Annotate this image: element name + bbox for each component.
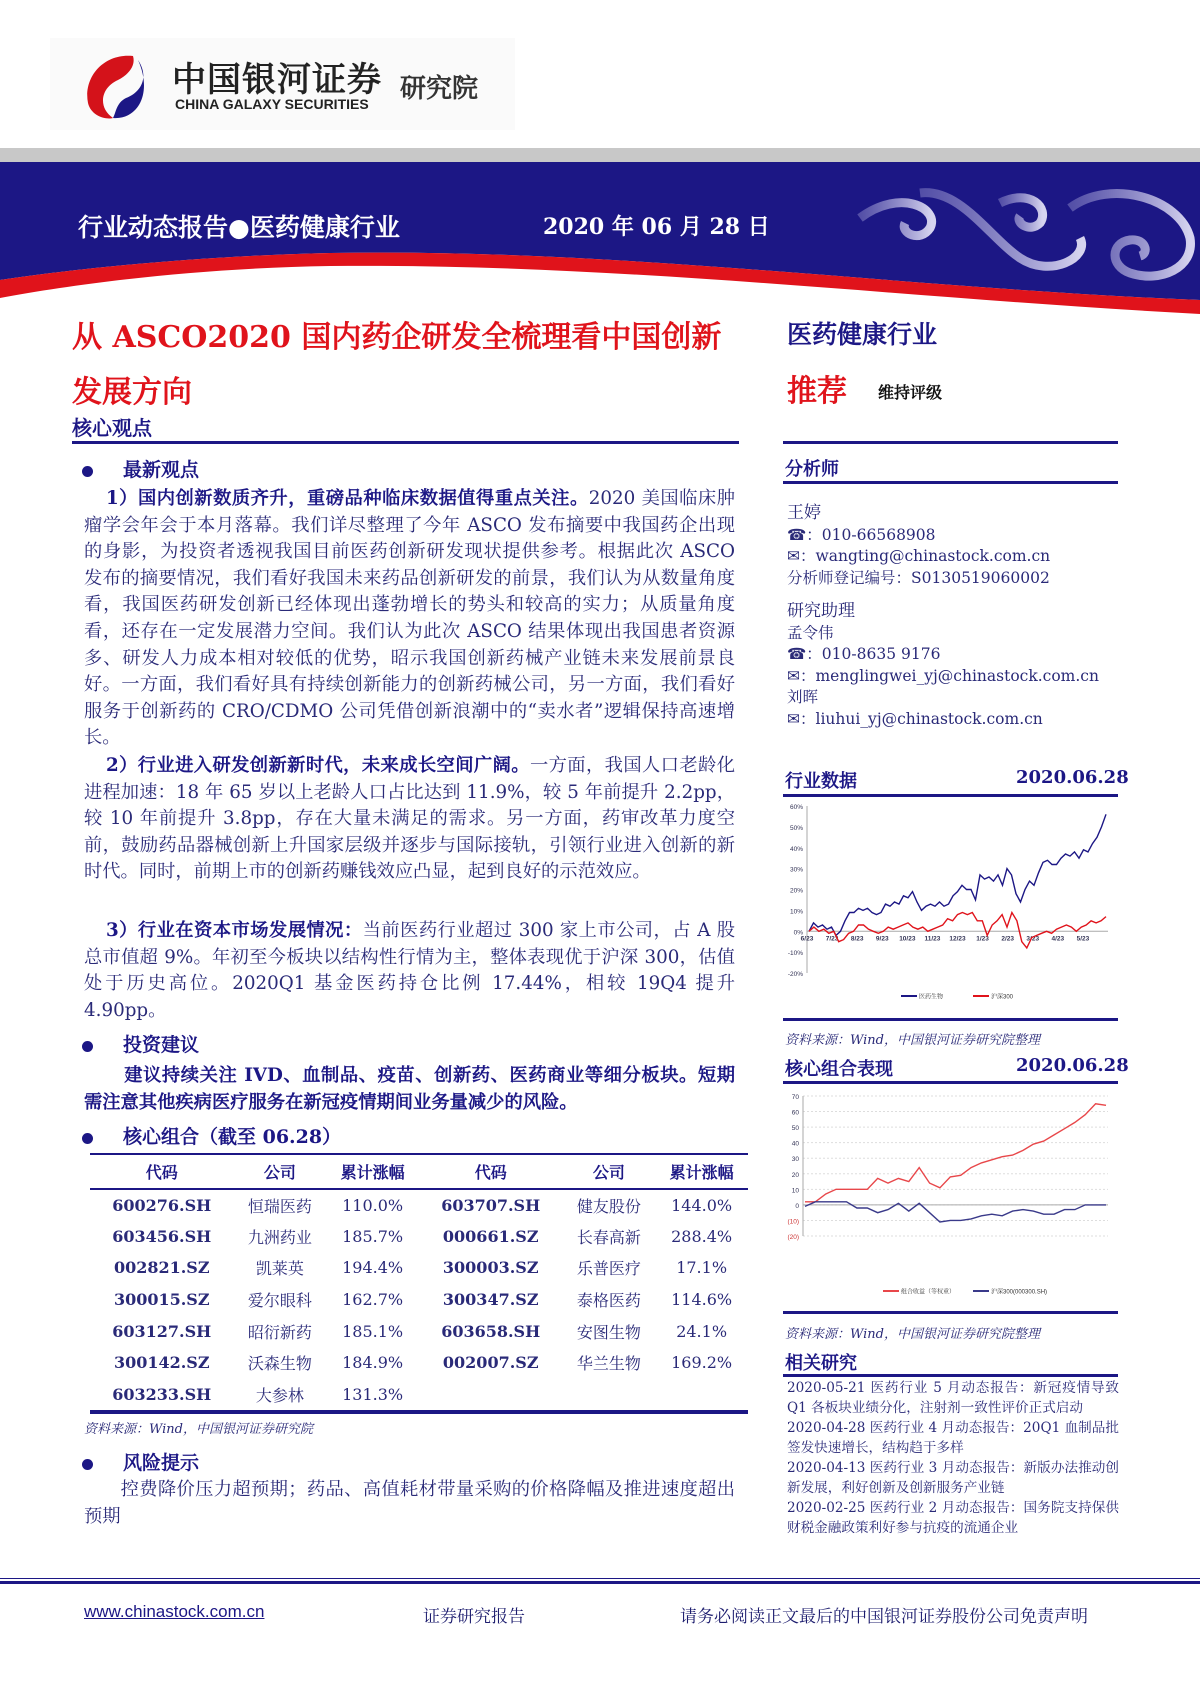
y-tick-label: 40% (789, 845, 803, 853)
footer-disclaimer: 请务必阅读正文最后的中国银河证券股份公司免责声明 (680, 1607, 1088, 1627)
related-heading: 相关研究 (785, 1353, 857, 1374)
analyst-info (787, 503, 1099, 730)
related-report-link[interactable]: 2020-05-21 医药行业 5 月动态报告：新冠疫情导致 Q1 各板块业绩分化，注射剂一致性评价正式启动 (787, 1380, 1119, 1416)
related-report-link[interactable]: 2020-04-28 医药行业 4 月动态报告：20Q1 血制品批签发快速增长，结构趋于多样 (787, 1420, 1119, 1456)
column-header: 累计涨幅 (669, 1163, 734, 1182)
divider (783, 1374, 1118, 1377)
y-tick-label: -10% (787, 950, 803, 958)
legend-label: 沪深300 (991, 994, 1014, 1001)
company: 沃森生物 (247, 1354, 312, 1374)
core-heading: 核心观点 (72, 416, 152, 440)
stock-code: 603658.SH (441, 1321, 541, 1341)
industry-chart (783, 798, 1118, 1016)
report-date: 2020 年 06 月 28 日 (543, 214, 770, 240)
bullet-icon (82, 1459, 93, 1470)
paragraph-lead: 3）行业在资本市场发展情况： (105, 920, 363, 941)
portfolio-heading (82, 1122, 341, 1149)
cumulative-gain: 24.1% (676, 1321, 728, 1341)
y-tick-label: -20% (787, 971, 803, 978)
stock-code: 300015.SZ (113, 1290, 210, 1310)
cumulative-gain: 114.6% (671, 1290, 733, 1310)
paragraph-3 (84, 918, 735, 1024)
company: 九洲药业 (247, 1227, 312, 1247)
stock-code: 000661.SZ (442, 1226, 539, 1246)
report-title-line1: 从 ASCO2020 国内药企研发全梳理看中国创新 (72, 320, 722, 355)
galaxy-logo-icon (78, 48, 158, 123)
column-header: 累计涨幅 (340, 1163, 405, 1182)
y-tick-label: 30 (791, 1156, 799, 1164)
paragraph-lead: 1）国内创新数质齐升，重磅品种临床数据值得重点关注。 (105, 488, 589, 509)
invest-text: 建议持续关注 IVD、血制品、疫苗、创新药、医药商业等细分板块。短期需注意其他疾病医疗服务在新冠疫情期间业务量减少的风险。 (84, 1065, 735, 1113)
cumulative-gain: 194.4% (342, 1258, 404, 1278)
table-row (90, 1284, 748, 1316)
y-tick-label: 40 (791, 1140, 799, 1148)
cumulative-gain: 17.1% (676, 1258, 728, 1278)
portfolio-table-wrap (90, 1153, 748, 1414)
report-title-line2: 发展方向 (72, 375, 192, 410)
bullet-icon (82, 1041, 93, 1052)
analyst-email[interactable]: ✉：wangting@chinastock.com.cn (787, 547, 1051, 565)
y-tick-label: 10% (789, 908, 803, 916)
x-tick-label: 11/23 (924, 935, 941, 943)
column-header: 公司 (263, 1163, 296, 1182)
analyst-reg: 分析师登记编号：S0130519060002 (787, 568, 1050, 587)
bullet-icon (82, 466, 93, 477)
divider (783, 794, 1118, 797)
stock-code: 603707.SH (441, 1195, 541, 1215)
y-tick-label: 10 (791, 1187, 799, 1195)
paragraph-1 (84, 486, 735, 752)
paragraph-2 (84, 753, 735, 886)
report-type: 行业动态报告●医药健康行业 (78, 213, 400, 242)
column-header: 代码 (474, 1163, 507, 1182)
table-row (90, 1347, 748, 1379)
cumulative-gain: 169.2% (671, 1353, 733, 1373)
stock-code: 002007.SZ (442, 1353, 539, 1373)
table-row (90, 1315, 748, 1347)
cumulative-gain: 185.1% (342, 1321, 404, 1341)
stock-code: 603233.SH (112, 1384, 212, 1404)
divider (783, 481, 1118, 484)
stock-code: 603456.SH (112, 1226, 212, 1246)
stock-code: 002821.SZ (113, 1258, 210, 1278)
rating-note: 维持评级 (878, 383, 943, 402)
y-tick-label: 20 (791, 1171, 799, 1179)
y-tick-label: 70 (791, 1094, 799, 1101)
column-header: 代码 (145, 1163, 178, 1182)
series-line-1 (809, 913, 1106, 948)
cumulative-gain: 184.9% (342, 1353, 404, 1373)
company: 泰格医药 (576, 1291, 641, 1311)
portfolio-perf-heading: 核心组合表现 (785, 1059, 893, 1080)
y-tick-label: 50 (791, 1125, 799, 1133)
cumulative-gain: 131.3% (342, 1384, 404, 1404)
y-tick-label: 50% (789, 824, 803, 832)
divider (783, 1311, 1118, 1314)
analyst-phone: ☎：010-66568908 (787, 525, 936, 544)
legend-label: 医药生物 (919, 994, 944, 1001)
paragraph-text: 2020 美国临床肿瘤学会年会于本月落幕。我们详尽整理了今年 ASCO 发布摘要中我国药企出现的身影，为投资者透视我国目前医药创新研发现状提供参考。根据此次 ASCO 发布的摘要情况，我们看好我国未来药品创新研发的前景，我们认为从数量角度看，我国医药研发创新已经体现出蓬勃增长的势头和较高的实力；从质量角度看，还存在一定发展潜力空间。我们认为此次 ASCO 结果体现出我国患者资源多、研发人力成本相对较低的优势，昭示我国创新药械产业链未来发展前景良好。一方面，我们看好具有持续创新能力的创新药械公司，另一方面，我们看好服务于创新药的 CRO/CDMO 公司凭借创新浪潮中的“卖水者”逻辑保持高速增长。 (84, 488, 735, 749)
latest-label: 最新观点 (123, 459, 200, 481)
column-header: 公司 (592, 1163, 625, 1182)
invest-label: 投资建议 (123, 1034, 200, 1056)
industry-data-date: 2020.06.28 (1016, 767, 1129, 788)
company: 昭衍新药 (247, 1322, 312, 1342)
industry-data-heading: 行业数据 (785, 771, 857, 792)
y-tick-label: 30% (789, 866, 803, 874)
related-report-link[interactable]: 2020-04-13 医药行业 3 月动态报告：新版办法推动创新发展，利好创新及创新服务产业链 (787, 1460, 1119, 1496)
company: 安图生物 (576, 1322, 641, 1342)
divider (783, 1081, 1118, 1084)
logo-cn: 中国银河证券 (172, 60, 382, 100)
logo-en: CHINA GALAXY SECURITIES (175, 96, 369, 112)
risk-text: 控费降价压力超预期；药品、高值耗材带量采购的价格降幅及推进速度超出预期 (84, 1479, 735, 1527)
stock-code: 600276.SH (112, 1195, 212, 1215)
invest-heading (82, 1030, 199, 1057)
portfolio-perf-date: 2020.06.28 (1016, 1055, 1129, 1076)
footer-center: 证券研究报告 (423, 1607, 525, 1627)
x-tick-label: 6/23 (800, 935, 814, 943)
assistant-email[interactable]: ✉：menglingwei_yj@chinastock.com.cn (787, 666, 1099, 685)
analyst-name: 王婷 (787, 503, 821, 523)
portfolio-chart (783, 1088, 1118, 1308)
y-tick-label: 0% (793, 929, 803, 937)
portfolio-label: 核心组合（截至 06.28） (123, 1126, 342, 1148)
stock-code: 300003.SZ (442, 1258, 539, 1278)
divider (72, 441, 739, 444)
table-row (90, 1252, 748, 1284)
table-header (90, 1155, 748, 1189)
x-tick-label: 2/23 (1001, 935, 1014, 943)
cumulative-gain: 110.0% (342, 1195, 404, 1215)
table-row (90, 1379, 748, 1411)
bullet-icon (82, 1133, 93, 1144)
analyst-heading: 分析师 (785, 459, 839, 480)
series-line-0 (805, 1104, 1106, 1202)
website-link[interactable]: www.chinastock.com.cn (84, 1602, 265, 1621)
risk-label: 风险提示 (123, 1452, 200, 1474)
series-line-0 (809, 814, 1106, 935)
company: 恒瑞医药 (247, 1196, 312, 1216)
footer-rule (0, 1578, 1200, 1584)
rating: 推荐 (787, 374, 847, 409)
assistant-name: 孟令伟 (787, 623, 834, 642)
cumulative-gain: 185.7% (342, 1226, 404, 1246)
table-row (90, 1189, 748, 1221)
legend-label: 组合收益（等权重） (901, 1289, 956, 1296)
y-tick-label: (20) (787, 1234, 799, 1241)
x-tick-label: 8/23 (850, 935, 864, 943)
portfolio-table (90, 1155, 748, 1410)
logo-institute: 研究院 (400, 74, 479, 104)
related-list (787, 1378, 1119, 1538)
table-source: 资料来源：Wind，中国银河证券研究院 (84, 1422, 313, 1437)
company: 华兰生物 (576, 1354, 641, 1374)
x-tick-label: 10/23 (899, 935, 916, 943)
cumulative-gain: 162.7% (342, 1290, 404, 1310)
y-tick-label: 20% (789, 887, 803, 895)
company: 大参林 (255, 1385, 304, 1405)
x-tick-label: 9/23 (875, 935, 889, 943)
latest-heading (82, 455, 199, 482)
divider (783, 441, 1118, 444)
paragraph-text: 当前医药行业超过 300 家上市公司，占 A 股总市值超 9%。年初至今板块以结构性行情为主，整体表现优于沪深 300，估值处于历史高位。2020Q1 基金医药持仓比例 17.44%，相较 19Q4 提升 4.90pp。 (84, 920, 735, 1021)
risk-heading (82, 1448, 199, 1475)
company (562, 1379, 655, 1411)
legend-label: 沪深300(000300.SH) (991, 1289, 1048, 1296)
assistant-phone: ☎：010-8635 9176 (787, 645, 941, 663)
y-tick-label: 60 (791, 1109, 799, 1117)
paragraph-lead: 2）行业进入研发创新新时代，未来成长空间广阔。 (105, 755, 530, 776)
industry-data-source: 资料来源：Wind，中国银河证券研究院整理 (785, 1033, 1040, 1048)
table-row (90, 1221, 748, 1253)
divider (783, 1018, 1118, 1021)
portfolio-perf-source: 资料来源：Wind，中国银河证券研究院整理 (785, 1327, 1040, 1342)
assistant-name: 刘晖 (787, 688, 819, 706)
stock-code: 603127.SH (112, 1321, 212, 1341)
cumulative-gain (655, 1379, 748, 1411)
y-tick-label: 60% (789, 804, 803, 811)
stock-code (419, 1379, 563, 1411)
x-tick-label: 7/23 (825, 935, 839, 943)
x-tick-label: 5/23 (1076, 935, 1090, 943)
y-tick-label: 0 (795, 1202, 799, 1210)
cumulative-gain: 144.0% (671, 1195, 733, 1215)
paragraph-text: 一方面，我国人口老龄化进程加速：18 年 65 岁以上老龄人口占比达到 11.9%，较 5 年前提升 2.2pp，较 10 年前提升 3.8pp，存在大量未满足的需求。另一方面，药审改革力度空前，鼓励药品器械创新上升国家层级并逐步与国际接轨，引领行业进入创新的新时代。同时，前期上市的创新药赚钱效应凸显，起到良好的示范效应。 (84, 755, 735, 883)
company: 长春高新 (576, 1227, 641, 1247)
cumulative-gain: 288.4% (671, 1226, 733, 1246)
stock-code: 300347.SZ (442, 1290, 539, 1310)
x-tick-label: 12/23 (949, 935, 966, 943)
related-report-link[interactable]: 2020-02-25 医药行业 2 月动态报告：国务院支持保供财税金融政策利好参与抗疫的流通企业 (787, 1500, 1119, 1536)
company: 爱尔眼科 (247, 1291, 312, 1311)
y-tick-label: (10) (787, 1218, 799, 1226)
assistant-heading: 研究助理 (787, 601, 855, 621)
industry-label: 医药健康行业 (787, 320, 938, 349)
x-tick-label: 3/23 (1026, 935, 1040, 943)
company: 凯莱英 (255, 1259, 304, 1279)
assistant-email[interactable]: ✉：liuhui_yj@chinastock.com.cn (787, 709, 1043, 728)
x-tick-label: 4/23 (1051, 935, 1065, 943)
footer-link-wrap (84, 1602, 264, 1622)
x-tick-label: 1/23 (976, 935, 989, 943)
company: 健友股份 (576, 1196, 641, 1216)
company: 乐普医疗 (576, 1259, 641, 1279)
stock-code: 300142.SZ (113, 1353, 210, 1373)
